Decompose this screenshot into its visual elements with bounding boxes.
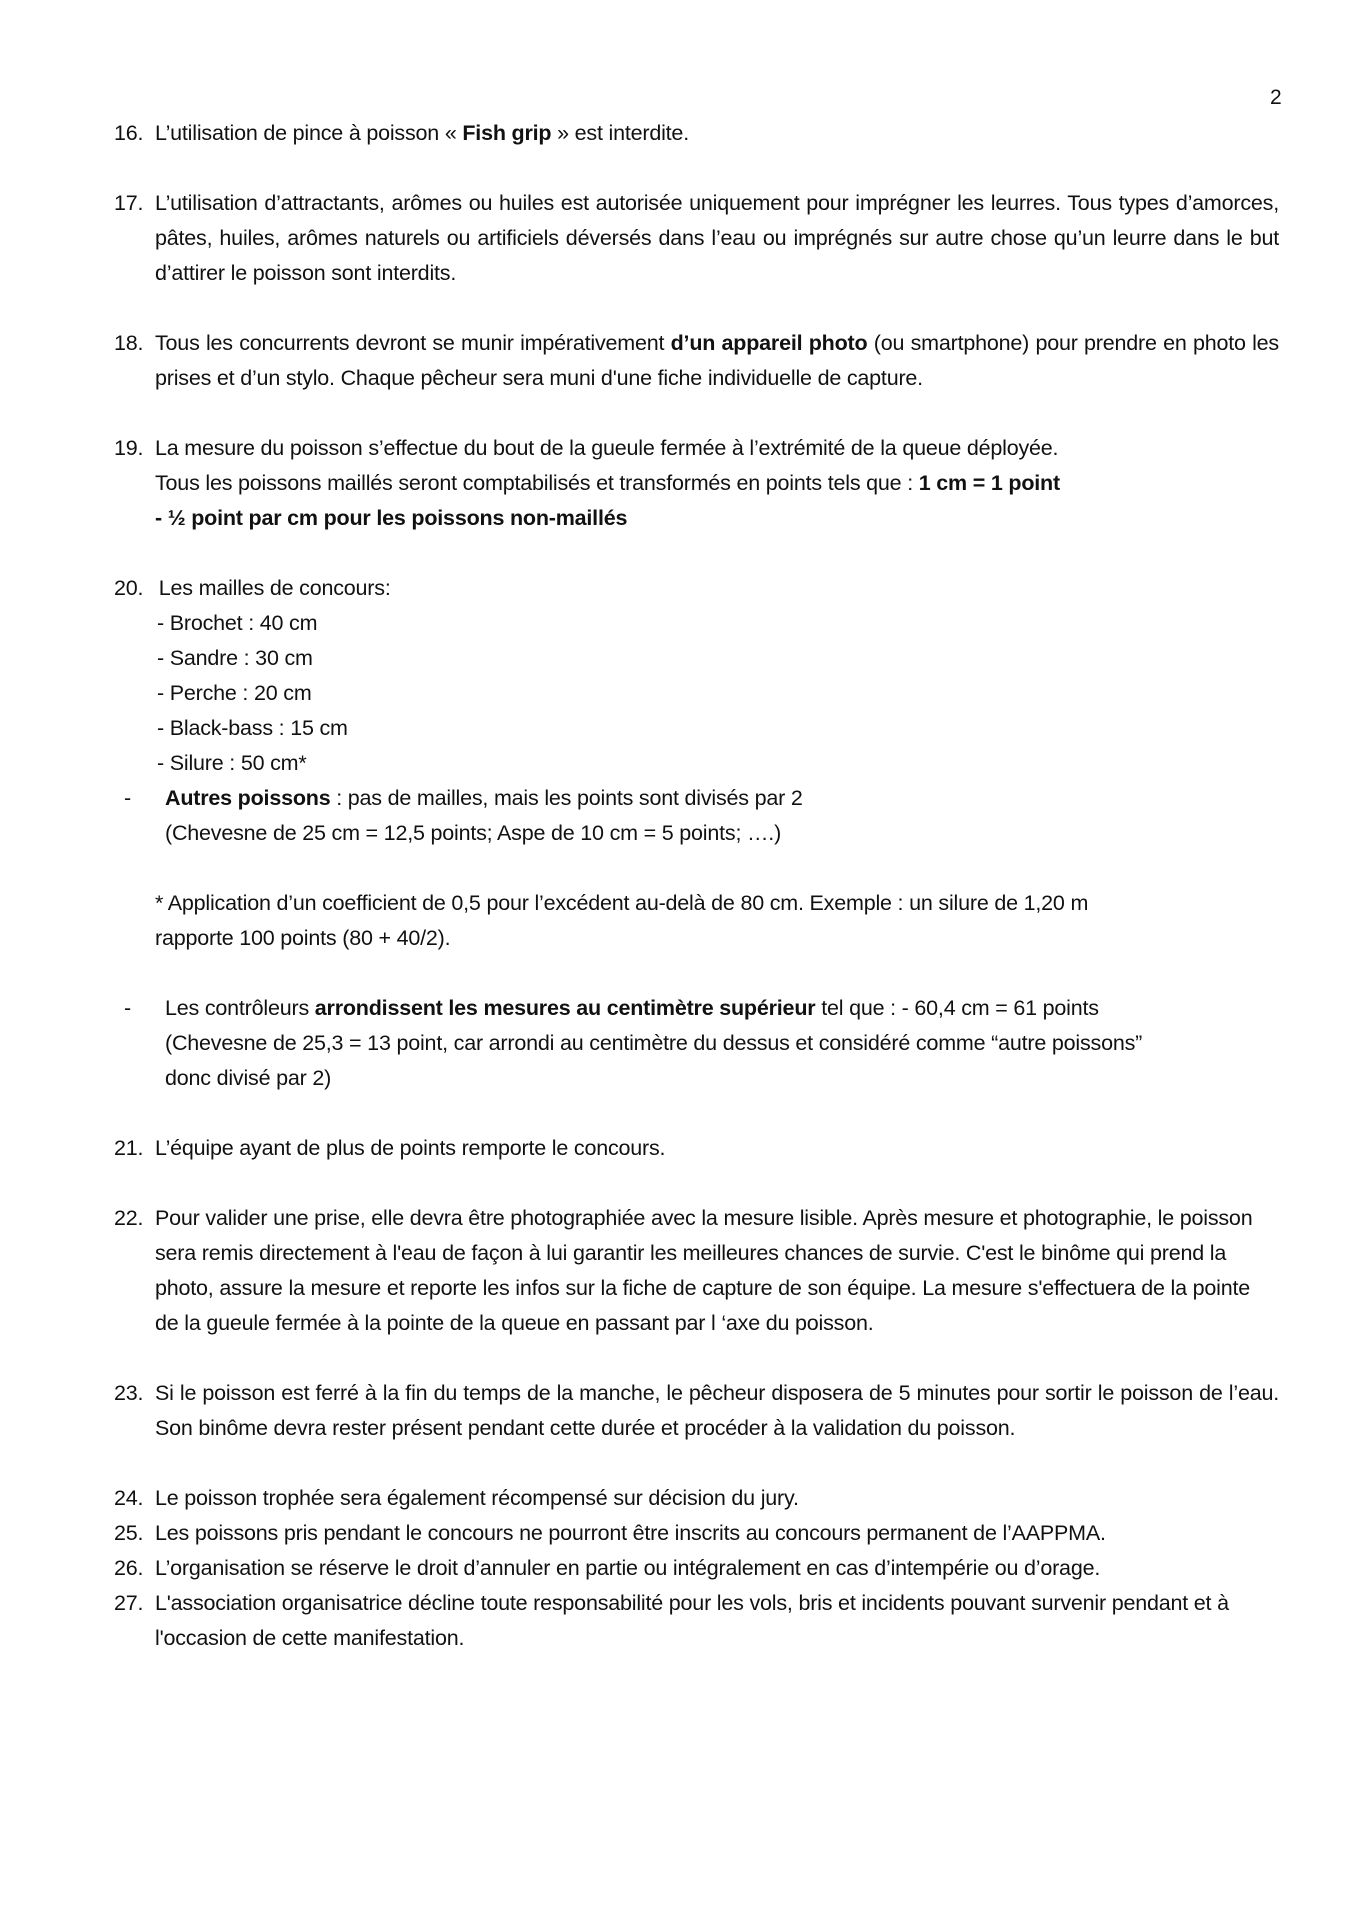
rules-document (114, 116, 1279, 1656)
rule-text: L’équipe ayant de plus de points remporte le concours. (155, 1136, 666, 1160)
rule-number: 20. (114, 576, 144, 600)
spacer (114, 1096, 1279, 1131)
rule-emphasis: arrondissent les mesures au centimètre supérieur (314, 996, 816, 1020)
rule-22 (114, 1201, 1279, 1341)
autres-line (165, 781, 1279, 816)
maille-brochet: - Brochet : 40 cm (157, 611, 318, 635)
rule-16 (114, 116, 1279, 151)
rule-number: 23. (114, 1381, 144, 1405)
rule-25 (114, 1516, 1235, 1551)
rule-text: L’utilisation d’attractants, arômes ou huiles est autorisée uniquement pour imprégner les leurres. Tous types d’amorces, pâtes, huiles, arômes naturels ou artificiels déversés dans l’eau ou imprégnés sur autre chose qu’un leurre dans le but d’attirer le poisson sont interdits. (155, 191, 1279, 285)
rule-text: Si le poisson est ferré à la fin du temps de la manche, le pêcheur disposera de 5 minutes pour sortir le poisson de l’eau. Son binôme devra rester présent pendant cette durée et procéder à la validation du poisson. (155, 1381, 1279, 1440)
rule-number: 24. (114, 1486, 144, 1510)
maille-black-bass: - Black-bass : 15 cm (157, 716, 348, 740)
rule-text: Le poisson trophée sera également récompensé sur décision du jury. (155, 1486, 799, 1510)
maille-sandre: - Sandre : 30 cm (157, 646, 313, 670)
spacer (114, 396, 1279, 431)
rule-number: 27. (114, 1591, 144, 1615)
bullet-dash: - (124, 996, 131, 1020)
rule-text: Pour valider une prise, elle devra être photographiée avec la mesure lisible. Après mesure et photographie, le poisson sera remis directement à l'eau de façon à lui garantir les meilleures chances de survie. C'est le binôme qui prend la photo, assure la mesure et reporte les infos sur la fiche de capture de son équipe. La mesure s'effectuera de la pointe de la gueule fermée à la pointe de la queue en passant par l ‘axe du poisson. (155, 1206, 1253, 1335)
page-number: 2 (1270, 86, 1282, 109)
rule-24 (114, 1481, 1279, 1516)
rule-number: 21. (114, 1136, 144, 1160)
maille-silure: - Silure : 50 cm* (157, 751, 307, 775)
autres-poissons (114, 781, 1279, 851)
rule-text: L’utilisation de pince à poisson « (155, 121, 463, 145)
rule-emphasis: d’un appareil photo (670, 331, 868, 355)
rule-text: L’organisation se réserve le droit d’annuler en partie ou intégralement en cas d’intempérie ou d’orage. (155, 1556, 1101, 1580)
rule-number: 18. (114, 331, 144, 355)
rule-23 (114, 1376, 1279, 1446)
spacer (114, 291, 1279, 326)
rule-number: 17. (114, 191, 144, 215)
spacer (114, 1166, 1279, 1201)
rule-text: Tous les poissons maillés seront comptabilisés et transformés en points tels que : (155, 471, 919, 495)
silure-note: * Application d’un coefficient de 0,5 pour l’excédent au-delà de 80 cm. Exemple : un silure de 1,20 m rapporte 100 points (80 + 40/2). (155, 891, 1089, 950)
rule-emphasis: 1 cm = 1 point (918, 471, 1060, 495)
spacer (114, 151, 1279, 186)
rule-emphasis: - ½ point par cm pour les poissons non-maillés (155, 506, 628, 530)
rule-27 (114, 1586, 1265, 1656)
rule-18 (114, 326, 1279, 396)
rule-text: tel que : - 60,4 cm = 61 points (815, 996, 1099, 1020)
rule-text: L'association organisatrice décline toute responsabilité pour les vols, bris et incidents pouvant survenir pendant et à l'occasion de cette manifestation. (155, 1591, 1229, 1650)
rule-number: 16. (114, 121, 144, 145)
rule-26 (114, 1551, 1265, 1586)
maille-perche: - Perche : 20 cm (157, 681, 312, 705)
rule-text: » est interdite. (551, 121, 689, 145)
spacer (114, 536, 1279, 571)
controleurs-rule (114, 991, 1279, 1096)
rule-text: Les poissons pris pendant le concours ne pourront être inscrits au concours permanent de l’AAPPMA. (155, 1521, 1106, 1545)
rule-text: (ou smartphone) pour prendre en photo les prises et d’un stylo. Chaque pêcheur sera muni d'une fiche individuelle de capture. (155, 331, 1279, 390)
controle-example: (Chevesne de 25,3 = 13 point, car arrondi au centimètre du dessus et considéré comme “autre poissons” donc divisé par 2) (165, 1031, 1143, 1090)
rule-number: 19. (114, 436, 144, 460)
autres-example: (Chevesne de 25 cm = 12,5 points; Aspe de 10 cm = 5 points; ….) (165, 821, 782, 845)
rule-20 (114, 571, 1279, 606)
rule-19 (114, 431, 1279, 536)
rule-text: Tous les concurrents devront se munir impérativement (155, 331, 671, 355)
rule-title: Les mailles de concours: (153, 576, 391, 600)
rule-text: La mesure du poisson s’effectue du bout de la gueule fermée à l’extrémité de la queue déployée. (155, 436, 1059, 460)
spacer (114, 1341, 1279, 1376)
rule-emphasis: Fish grip (462, 121, 552, 145)
spacer (114, 956, 1279, 991)
spacer (114, 851, 1279, 886)
rule-emphasis: Autres poissons (165, 786, 331, 810)
rule-text-line (155, 466, 1279, 501)
rule-number: 26. (114, 1556, 144, 1580)
rule-text: Les contrôleurs (165, 996, 315, 1020)
rule-text: : pas de mailles, mais les points sont divisés par 2 (330, 786, 803, 810)
controle-line (165, 991, 1279, 1026)
rule-21 (114, 1131, 1279, 1166)
mailles-list (114, 606, 1279, 781)
rule-number: 25. (114, 1521, 144, 1545)
spacer (114, 1446, 1279, 1481)
rule-17 (114, 186, 1279, 291)
rule-number: 22. (114, 1206, 144, 1230)
bullet-dash: - (124, 786, 131, 810)
